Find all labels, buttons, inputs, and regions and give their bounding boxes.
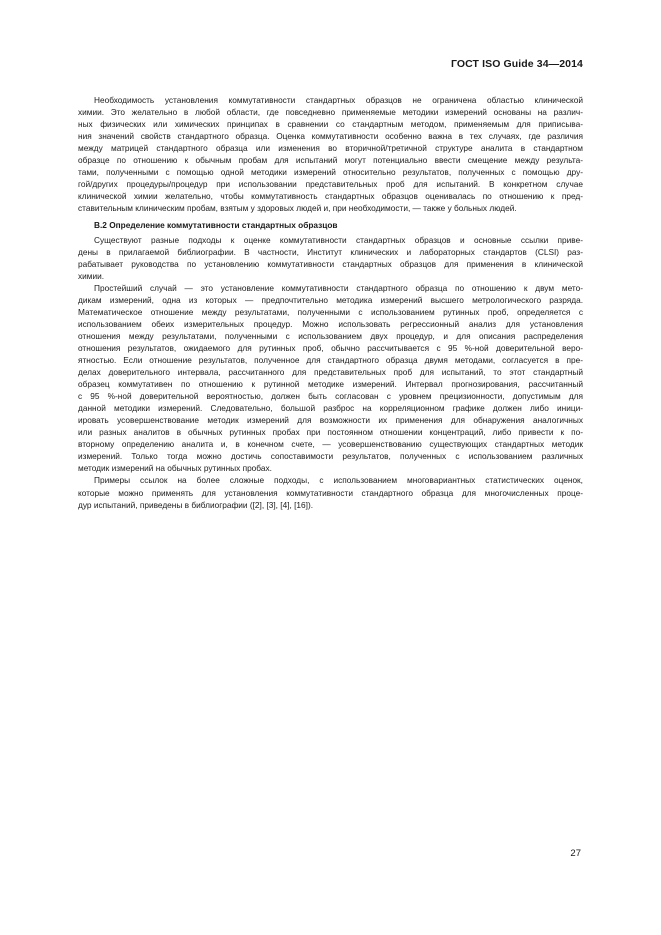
text-line: ставительным клиническим пробам, взятым у здоровых людей и, при необходимости, — также у больных людей. — [78, 203, 517, 214]
document-header: ГОСТ ISO Guide 34—2014 — [450, 58, 583, 70]
text-line: которые можно применять для установления коммутативности стандартного образца для многочисленных проце- — [78, 487, 583, 498]
text-line: дикам измерений, одна из которых — предпочтительно методика измерений высшего метрологического разряда. — [78, 294, 583, 305]
section-heading: B.2 Определение коммутативности стандартных образцов — [94, 220, 338, 231]
text-line: методик измерений на обычных рутинных пробах. — [78, 463, 272, 474]
text-line: химии. — [78, 270, 105, 281]
text-line: дены в прилагаемой библиографии. В частности, Институт клинических и лабораторных стандартов (CLSI) раз- — [78, 246, 583, 257]
paragraph — [78, 94, 583, 214]
text-line: Математическое отношение между результатами, полученными с использованием рутинных проб, определяется с — [78, 306, 583, 317]
text-line: Существуют разные подходы к оценке коммутативности стандартных образцов и основные ссылки приве- — [94, 234, 583, 245]
text-line: делах доверительного интервала, рассчитанного для представительных проб для испытаний, то этот стандартный — [78, 367, 583, 378]
text-line: Необходимость установления коммутативности стандартных образцов не ограничена областью клинической — [94, 95, 583, 105]
text-line: ятностью. Если отношение результатов, полученное для стандартного образца двумя методами, согласуется в пре- — [78, 354, 583, 365]
text-line: данной методики измерений. Следовательно, большой разброс на корреляционном графике должен либо иници- — [78, 403, 583, 414]
paragraph — [78, 474, 583, 510]
text-line: использованием обеих измерительных процедур. Можно использовать регрессионный анализ для установления — [78, 318, 583, 329]
text-line: образец коммутативен по отношению к рутинной методике измерений. Интервал прогнозирования, рассчитанный — [78, 379, 583, 390]
text-line: гой/других процедуры/процедур при использовании представительных проб для испытаний. В конкретном случае — [78, 179, 583, 190]
paragraph — [78, 282, 583, 475]
text-line: тами, полученными с помощью одной методики измерений относительно результатов, полученных с помощью дру- — [78, 167, 583, 178]
text-line: Простейший случай — это установление коммутативности стандартного образца по отношению к двум мето- — [94, 282, 583, 293]
text-line: рабатывает руководства по установлению коммутативности стандартных образцов для применения в клинической — [78, 258, 583, 269]
text-line: между матрицей стандартного образца или изменения во вторичной/третичной структуре аналита в стандартном — [78, 143, 583, 154]
text-line: дур испытаний, приведены в библиографии ([2], [3], [4], [16]). — [78, 499, 314, 510]
text-line: с 95 %-ной доверительной вероятностью, должен быть согласован с уровнем прецизионности, допустимым для — [78, 391, 583, 402]
text-line: ировать усовершенствование методик измерений для возможности их применения для обнаружения аналогичных — [78, 415, 583, 426]
text-line: отношения результатов, ожидаемого для рутинных проб, обычно рассчитывается с 95 %-ной доверительной веро- — [78, 342, 583, 353]
text-line: измерений. Только тогда можно достичь сопоставимости результатов, полученных с использованием различных — [78, 451, 583, 462]
text-line: вторному определению аналита и, в конечном счете, — усовершенствованию существующих стандартных методик — [78, 439, 583, 450]
page-number: 27 — [570, 848, 581, 859]
text-line: ния значений свойств стандартного образца. Оценка коммутативности особенно важна в тех случаях, где различия — [78, 131, 583, 142]
paragraph — [78, 234, 583, 282]
text-line: клинической химии желательно, чтобы коммутативность стандартных образцов оценивалась по отношению к пред- — [78, 191, 583, 202]
text-line: образце по отношению к обычным пробам для испытаний могут потенциально ввести смещение между результа- — [78, 155, 583, 166]
text-line: Примеры ссылок на более сложные подходы, с использованием многовариантных статистических оценок, — [94, 475, 583, 486]
text-line: или разных аналитов в обычных рутинных пробах при постоянном отношении концентраций, либо привести к по- — [78, 427, 583, 438]
text-line: отношения между результатами, полученными с использованием двух процедур, и для описания распределения — [78, 330, 583, 341]
text-line: ных физических или химических принципах в сравнении со стандартным методом, применяемым для приписыва- — [78, 119, 583, 130]
document-body — [78, 94, 583, 511]
text-line: химии. Это желательно в любой области, где повседневно применяемые методики измерений основаны на различ- — [78, 107, 583, 118]
